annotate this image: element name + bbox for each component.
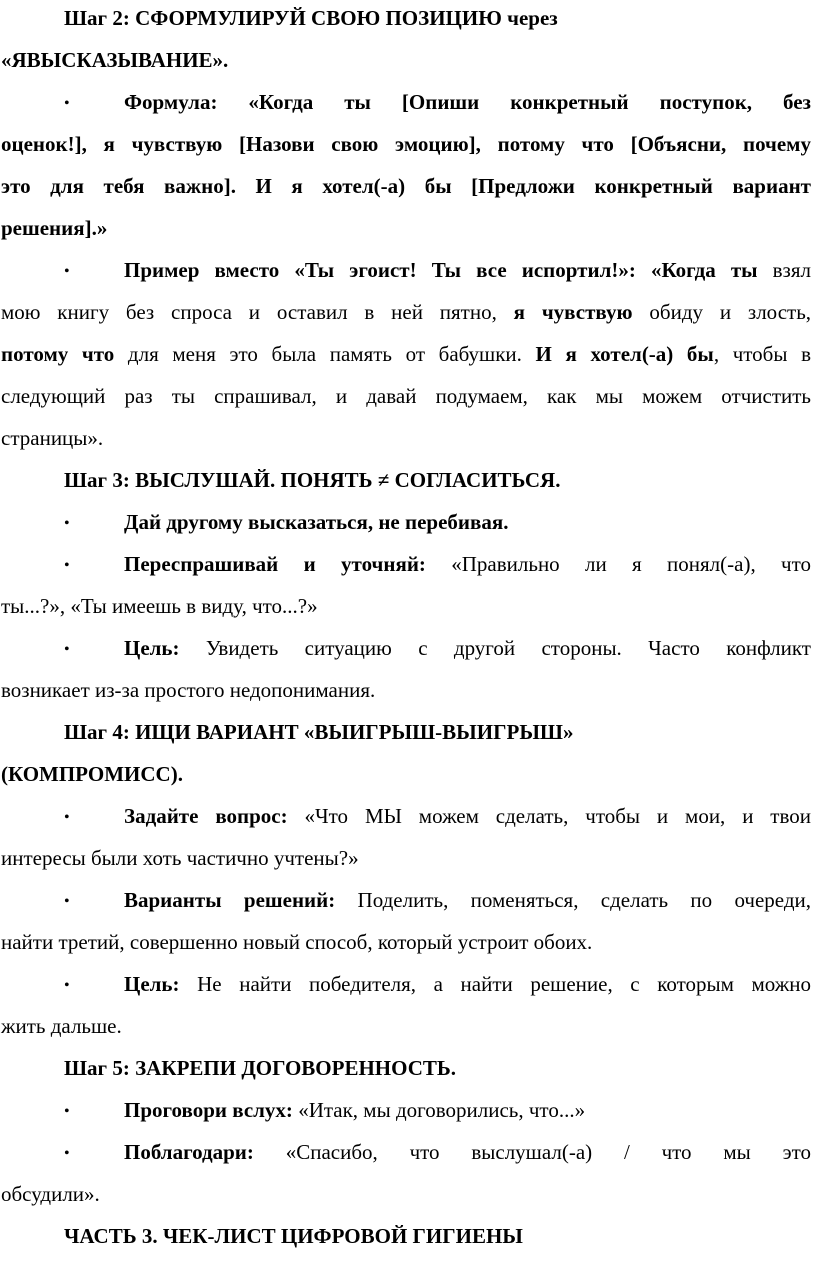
step3-bullet-2: Переспрашивай и уточняй: «Правильно ли я понял(-а), что — [124, 552, 811, 576]
formula-line-4: решения].» — [1, 216, 108, 240]
example-line-3: потому что для меня это была память от бабушки. И я хотел(-а) бы, чтобы в — [1, 342, 811, 366]
step4-bullet-1: Задайте вопрос: «Что МЫ можем сделать, чтобы и мои, и твои — [124, 804, 811, 828]
step4-bullet-2-cont: найти третий, совершенно новый способ, который устроит обоих. — [1, 930, 593, 954]
formula-line-3: это для тебя важно]. И я хотел(-а) бы [Предложи конкретный вариант — [1, 174, 811, 198]
step2-heading: Шаг 2: СФОРМУЛИРУЙ СВОЮ ПОЗИЦИЮ через — [64, 6, 558, 30]
example-line-4: следующий раз ты спрашивал, и давай подумаем, как мы можем отчистить — [1, 384, 811, 408]
bullet-icon: • — [64, 557, 70, 574]
bullet-icon: • — [64, 263, 70, 280]
example-line-2: мою книгу без спроса и оставил в ней пятно, я чувствую обиду и злость, — [1, 300, 812, 324]
step5-bullet-1: Проговори вслух: «Итак, мы договорились, что...» — [124, 1098, 586, 1122]
bullet-icon: • — [64, 641, 70, 658]
example-line-1: Пример вместо «Ты эгоист! Ты все испортил!»: «Когда ты взял — [124, 258, 811, 282]
step3-bullet-3-cont: возникает из-за простого недопонимания. — [1, 678, 376, 702]
step4-heading: Шаг 4: ИЩИ ВАРИАНТ «ВЫИГРЫШ-ВЫИГРЫШ» — [64, 720, 574, 744]
bullet-icon: • — [64, 1145, 70, 1162]
example-line-5: страницы». — [1, 426, 104, 450]
step2-heading-cont: «ЯВЫСКАЗЫВАНИЕ». — [1, 48, 229, 72]
step4-bullet-3-cont: жить дальше. — [1, 1014, 122, 1038]
step3-heading: Шаг 3: ВЫСЛУШАЙ. ПОНЯТЬ ≠ СОГЛАСИТЬСЯ. — [64, 468, 561, 492]
step4-bullet-3: Цель: Не найти победителя, а найти решение, с которым можно — [124, 972, 811, 996]
step3-bullet-3: Цель: Увидеть ситуацию с другой стороны. Часто конфликт — [124, 636, 811, 660]
bullet-icon: • — [64, 893, 70, 910]
bullet-icon: • — [64, 95, 70, 112]
step4-bullet-1-cont: интересы были хоть частично учтены?» — [1, 846, 359, 870]
step5-bullet-2-cont: обсудили». — [1, 1182, 100, 1206]
step5-bullet-2: Поблагодари: «Спасибо, что выслушал(-а) / что мы это — [124, 1140, 811, 1164]
part3-heading: ЧАСТЬ 3. ЧЕК-ЛИСТ ЦИФРОВОЙ ГИГИЕНЫ — [64, 1224, 523, 1248]
formula-line-2: оценок!], я чувствую [Назови свою эмоцию], потому что [Объясни, почему — [1, 132, 811, 156]
step3-bullet-1: Дай другому высказаться, не перебивая. — [124, 510, 509, 534]
bullet-icon: • — [64, 809, 70, 826]
step5-heading: Шаг 5: ЗАКРЕПИ ДОГОВОРЕННОСТЬ. — [64, 1056, 457, 1080]
bullet-icon: • — [64, 1103, 70, 1120]
step4-heading-cont: (КОМПРОМИСС). — [1, 762, 183, 786]
formula-line-1: Формула: «Когда ты [Опиши конкретный поступок, без — [124, 90, 811, 114]
bullet-icon: • — [64, 977, 70, 994]
step3-bullet-2-cont: ты...?», «Ты имеешь в виду, что...?» — [1, 594, 318, 618]
bullet-icon: • — [64, 515, 70, 532]
step4-bullet-2: Варианты решений: Поделить, поменяться, сделать по очереди, — [124, 888, 811, 912]
